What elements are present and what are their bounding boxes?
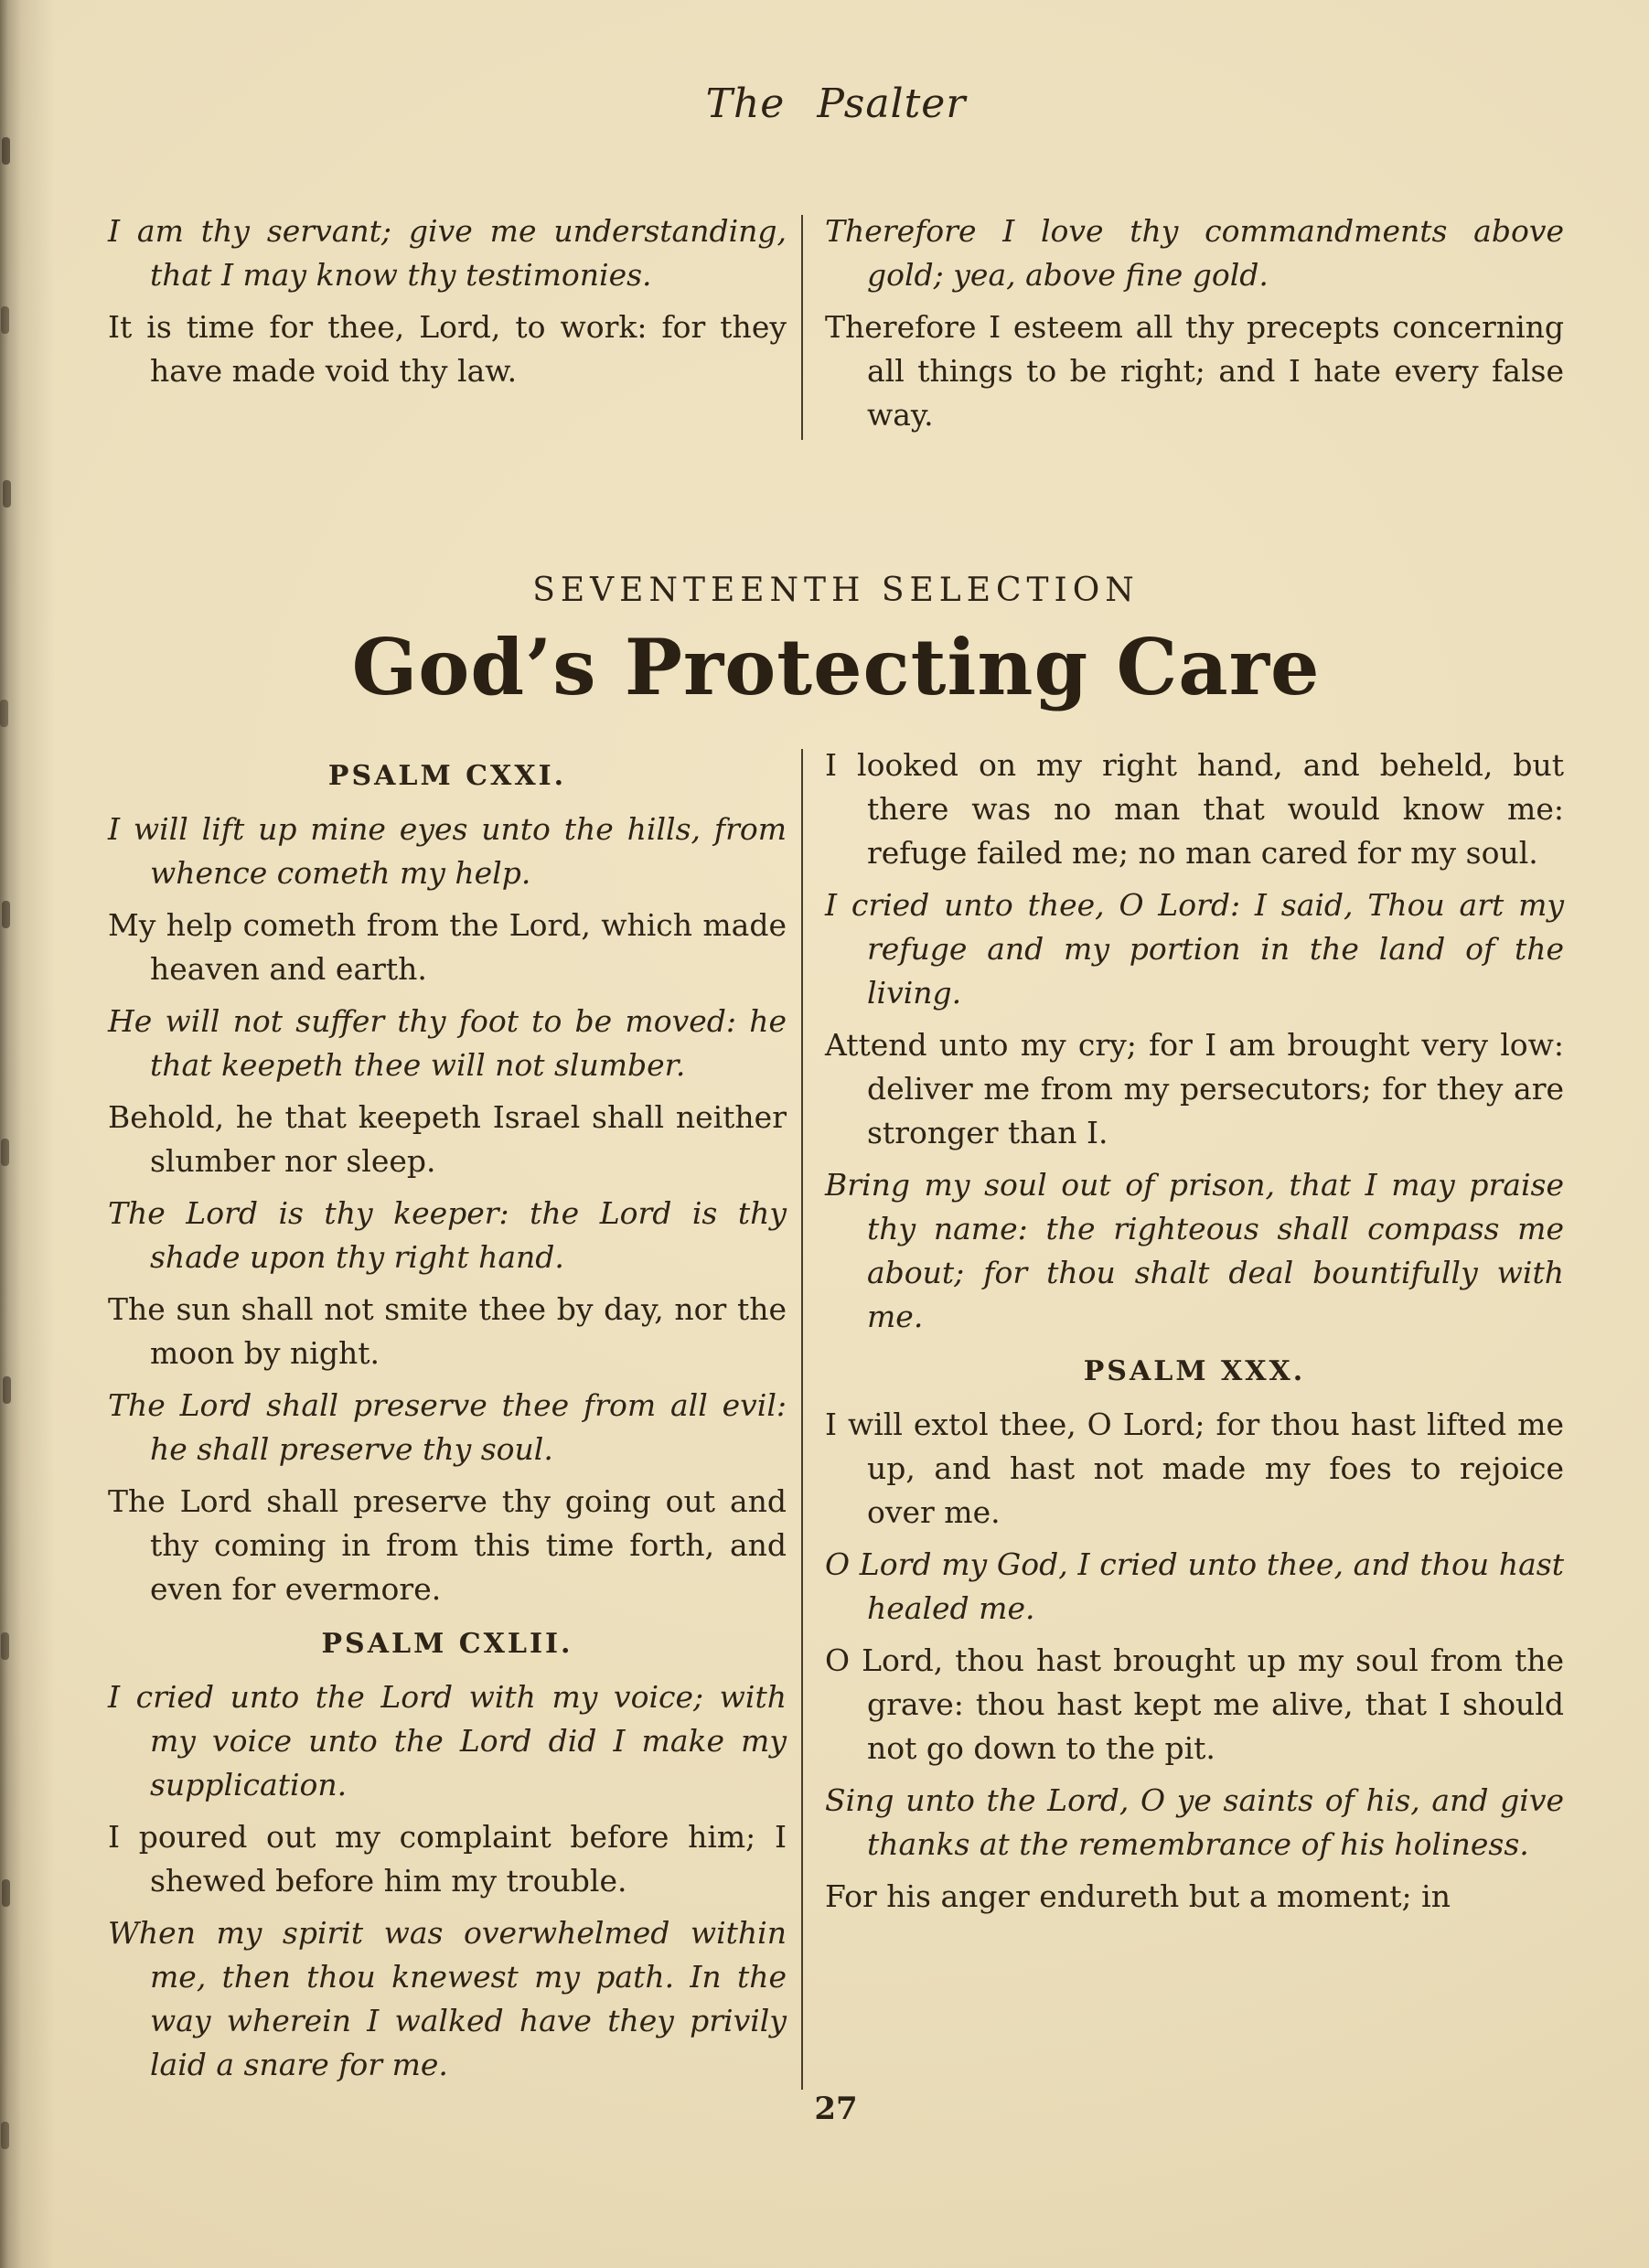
verse: I am thy servant; give me understanding, that I may know thy testimonies. bbox=[108, 213, 787, 293]
verse: The Lord shall preserve thy going out and thy coming in from this time forth, and even for evermore. bbox=[108, 1483, 787, 1607]
psalms-right-column bbox=[825, 744, 1564, 2095]
psalm-heading: PSALM XXX. bbox=[1083, 1355, 1306, 1387]
verse: Sing unto the Lord, O ye saints of his, and give thanks at the remembrance of his holiness. bbox=[825, 1782, 1564, 1862]
verse: I cried unto the Lord with my voice; with my voice unto the Lord did I make my supplication. bbox=[108, 1679, 787, 1803]
verse: When my spirit was overwhelmed within me, then thou knewest my path. In the way wherein I walked have they privily laid a snare for me. bbox=[108, 1915, 787, 2082]
intro-left-column bbox=[108, 209, 787, 445]
psalms-left-column bbox=[108, 744, 787, 2095]
verse: I cried unto thee, O Lord: I said, Thou art my refuge and my portion in the land of the living. bbox=[825, 887, 1564, 1011]
verse: Therefore I esteem all thy precepts concerning all things to be right; and I hate every false way. bbox=[825, 309, 1564, 433]
intro-right-column bbox=[825, 209, 1564, 445]
running-header: The Psalter bbox=[705, 80, 967, 127]
verse: Bring my soul out of prison, that I may praise thy name: the righteous shall compass me about; for thou shalt deal bountifully with me. bbox=[825, 1167, 1564, 1334]
intro-section bbox=[108, 209, 1564, 445]
psalms-section bbox=[108, 744, 1564, 2095]
verse: Therefore I love thy commandments above gold; yea, above fine gold. bbox=[825, 213, 1564, 293]
page-content bbox=[108, 0, 1564, 2268]
psalm-heading: PSALM CXXI. bbox=[327, 760, 567, 792]
verse: O Lord, thou hast brought up my soul from the grave: thou hast kept me alive, that I should not go down to the pit. bbox=[825, 1642, 1564, 1766]
column-divider bbox=[801, 215, 803, 440]
verse: The Lord shall preserve thee from all evil: he shall preserve thy soul. bbox=[108, 1387, 787, 1467]
page-number: 27 bbox=[814, 2091, 858, 2127]
psalm-heading: PSALM CXLII. bbox=[321, 1628, 573, 1660]
verse: I will extol thee, O Lord; for thou hast lifted me up, and hast not made my foes to rejoice over me. bbox=[825, 1407, 1564, 1530]
binding-marks bbox=[0, 0, 8, 27]
verse: I looked on my right hand, and beheld, but there was no man that would know me: refuge failed me; no man cared for my soul. bbox=[825, 747, 1564, 871]
verse: O Lord my God, I cried unto thee, and thou hast healed me. bbox=[825, 1546, 1564, 1626]
verse: The sun shall not smite thee by day, nor the moon by night. bbox=[108, 1291, 787, 1371]
selection-kicker: SEVENTEENTH SELECTION bbox=[532, 572, 1140, 609]
verse: I will lift up mine eyes unto the hills, from whence cometh my help. bbox=[108, 811, 787, 891]
verse: For his anger endureth but a moment; in bbox=[825, 1878, 1451, 1914]
verse: My help cometh from the Lord, which made heaven and earth. bbox=[108, 907, 787, 987]
verse: He will not suffer thy foot to be moved: he that keepeth thee will not slumber. bbox=[108, 1003, 787, 1083]
verse: The Lord is thy keeper: the Lord is thy shade upon thy right hand. bbox=[108, 1195, 787, 1275]
verse: It is time for thee, Lord, to work: for they have made void thy law. bbox=[108, 309, 787, 389]
selection-title: God’s Protecting Care bbox=[351, 622, 1321, 712]
verse: Behold, he that keepeth Israel shall neither slumber nor sleep. bbox=[108, 1099, 787, 1179]
verse: I poured out my complaint before him; I shewed before him my trouble. bbox=[108, 1819, 787, 1899]
verse: Attend unto my cry; for I am brought very low: deliver me from my persecutors; for they are stronger than I. bbox=[825, 1027, 1564, 1150]
column-divider bbox=[801, 749, 803, 2090]
